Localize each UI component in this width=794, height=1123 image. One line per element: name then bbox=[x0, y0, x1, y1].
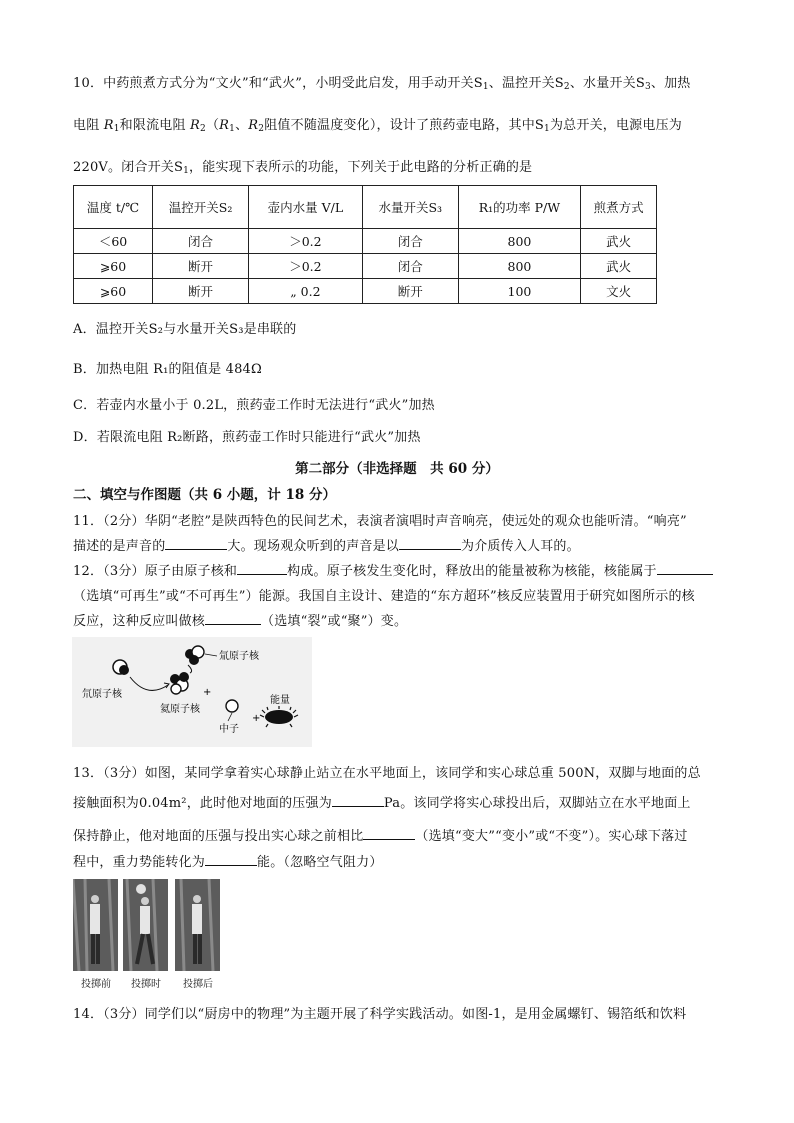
answer-blank[interactable] bbox=[363, 828, 415, 840]
label-leader-line bbox=[205, 654, 217, 656]
tritium-label: 氚原子核 bbox=[219, 651, 259, 662]
q12-line-2: （选填“可再生”或“不可再生”）能源。我国自主设计、建造的“东方超环”核反应装置用于研究如图所示的核 bbox=[73, 589, 695, 604]
helium-particle bbox=[179, 672, 189, 682]
answer-blank[interactable] bbox=[165, 538, 227, 550]
table-cell: 武火 bbox=[581, 229, 657, 254]
section2-heading: 二、填空与作图题（共 6 小题，计 18 分） bbox=[73, 487, 336, 503]
plus-sign: + bbox=[203, 687, 212, 698]
table-cell: ⩾60 bbox=[74, 254, 153, 279]
table-cell: „ 0.2 bbox=[249, 279, 363, 304]
q13-line-4: 程中，重力势能转化为 能。（忽略空气阻力） bbox=[73, 855, 383, 870]
table-cell: ＞0.2 bbox=[249, 229, 363, 254]
q13-line-3: 保持静止，他对地面的压强与投出实心球之前相比 （选填“变大”“变小”或“不变”）。实心球下落过 bbox=[73, 829, 688, 844]
table-header-cell: 温控开关S₂ bbox=[153, 186, 249, 229]
q13-line-1: 13．（3分）如图，某同学拿着实心球静止站立在水平地面上，该同学和实心球总重 500N，双脚与地面的总 bbox=[73, 766, 701, 781]
person-figure bbox=[73, 879, 118, 971]
caption-before-throw: 投掷前 bbox=[81, 979, 111, 990]
table-row bbox=[74, 279, 657, 304]
q10-line-2: 电阻 $R_1$和限流电阻 $R_2(R_1$、$R_2$阻值不随温度变化），设计了煎药壶电路，其中$S_1$为总开关，电源电压为 bbox=[73, 118, 682, 134]
table-cell: 闭合 bbox=[362, 229, 458, 254]
reaction-arrow bbox=[130, 677, 168, 690]
caption-after-throw: 投掷后 bbox=[183, 979, 213, 990]
answer-blank[interactable] bbox=[205, 854, 257, 866]
caption-during-throw: 投掷时 bbox=[131, 979, 161, 990]
table-cell: 断开 bbox=[362, 279, 458, 304]
fusion-diagram-svg bbox=[72, 637, 312, 747]
table-cell: ＜60 bbox=[74, 229, 153, 254]
q10-option-a: A．温控开关S₂与水量开关S₃是串联的 bbox=[73, 322, 297, 337]
photo-after-throw bbox=[175, 879, 220, 971]
fusion-diagram bbox=[72, 637, 312, 747]
neutron-particle bbox=[226, 700, 238, 712]
photo-during-throw bbox=[123, 879, 168, 971]
plus-sign: + bbox=[252, 713, 261, 724]
q12-line-1: 12．（3分）原子由原子核和 构成。原子核发生变化时，释放出的能量被称为核能，核能属于 bbox=[73, 560, 713, 579]
q10-option-b: B．加热电阻 R₁的阻值是 484Ω bbox=[73, 362, 263, 377]
helium-label: 氦原子核 bbox=[160, 704, 200, 715]
answer-blank[interactable] bbox=[332, 795, 384, 807]
table-cell: 800 bbox=[458, 229, 580, 254]
q14-line-1: 14．（3分）同学们以“厨房中的物理”为主题开展了科学实践活动。如图-1，是用金属螺钉、锡箔纸和饮料 bbox=[73, 1007, 687, 1022]
energy-burst bbox=[265, 710, 293, 724]
table-header-cell: 壶内水量 V/L bbox=[249, 186, 363, 229]
q13-line-2: 接触面积为0.04m²，此时他对地面的压强为 Pa。该同学将实心球投出后，双脚站立在水平地面上 bbox=[73, 796, 691, 811]
q10-option-d: D．若限流电阻 R₂断路，煎药壶工作时只能进行“武火”加热 bbox=[73, 430, 421, 445]
q10-function-table bbox=[73, 185, 657, 304]
q10-option-c: C．若壶内水量小于 0.2L，煎药壶工作时无法进行“武火”加热 bbox=[73, 398, 435, 413]
answer-blank[interactable] bbox=[657, 563, 713, 575]
answer-blank[interactable] bbox=[205, 613, 261, 625]
table-header-cell: 温度 t/℃ bbox=[74, 186, 153, 229]
table-header-row bbox=[74, 186, 657, 229]
deuterium-label: 氘原子核 bbox=[82, 689, 122, 700]
table-row bbox=[74, 229, 657, 254]
helium-particle bbox=[171, 684, 181, 694]
neutron-label: 中子 bbox=[219, 724, 239, 735]
table-cell: 武火 bbox=[581, 254, 657, 279]
part2-heading: 第二部分（非选择题 共 60 分） bbox=[295, 461, 499, 477]
table-cell: 闭合 bbox=[362, 254, 458, 279]
table-cell: 断开 bbox=[153, 279, 249, 304]
table-cell: 闭合 bbox=[153, 229, 249, 254]
deuterium-particle bbox=[119, 665, 129, 675]
q12-line-3: 反应，这种反应叫做核 （选填“裂”或“聚”）变。 bbox=[73, 614, 408, 629]
person-figure bbox=[175, 879, 220, 971]
photo-before-throw bbox=[73, 879, 118, 971]
table-header-cell: 水量开关S₃ bbox=[362, 186, 458, 229]
table-cell: 文火 bbox=[581, 279, 657, 304]
table-cell: 断开 bbox=[153, 254, 249, 279]
label-leader-line bbox=[228, 713, 232, 721]
energy-label: 能量 bbox=[270, 695, 290, 706]
table-cell: ⩾60 bbox=[74, 279, 153, 304]
q11-line-2: 描述的是声音的 大。现场观众听到的声音是以 为介质传入人耳的。 bbox=[73, 539, 580, 554]
answer-blank[interactable] bbox=[399, 538, 461, 550]
person-figure bbox=[123, 879, 168, 971]
reaction-arrow bbox=[188, 665, 192, 673]
table-cell: 800 bbox=[458, 254, 580, 279]
q10-line-1: 10．中药煎煮方式分为“文火”和“武火”，小明受此启发，用手动开关$S_1$、温控开关$S_2$、水量开关$S_3$、加热 bbox=[73, 76, 691, 92]
tritium-particle bbox=[189, 655, 199, 665]
table-cell: ＞0.2 bbox=[249, 254, 363, 279]
q10-line-3: 220V。闭合开关$S_1$，能实现下表所示的功能，下列关于此电路的分析正确的是 bbox=[73, 160, 533, 176]
answer-blank[interactable] bbox=[237, 563, 287, 575]
table-cell: 100 bbox=[458, 279, 580, 304]
table-header-cell: 煎煮方式 bbox=[581, 186, 657, 229]
table-row bbox=[74, 254, 657, 279]
table-header-cell: R₁的功率 P/W bbox=[458, 186, 580, 229]
q11-line-1: 11．（2分）华阴“老腔”是陕西特色的民间艺术，表演者演唱时声音响亮，使远处的观众也能听清。“响亮” bbox=[73, 514, 687, 529]
